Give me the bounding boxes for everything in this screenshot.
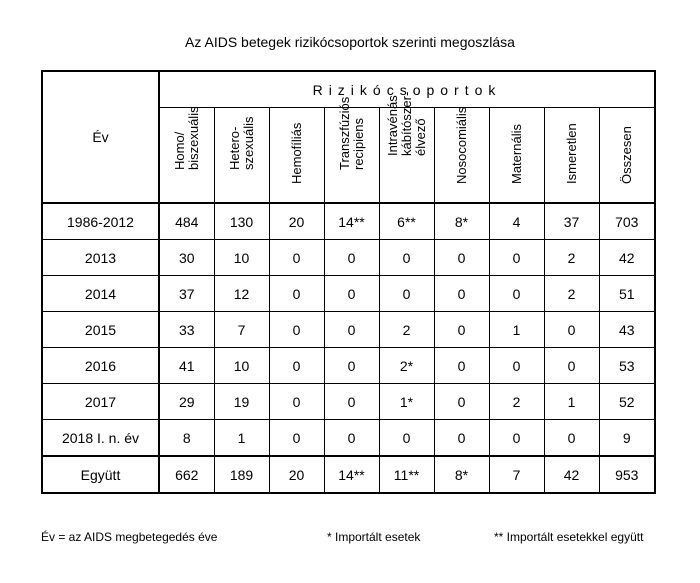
value-cell: 0 xyxy=(434,276,489,312)
value-cell: 2 xyxy=(489,384,544,420)
value-cell: 1 xyxy=(489,312,544,348)
table-row xyxy=(42,203,655,240)
column-header xyxy=(269,108,324,204)
value-cell: 14** xyxy=(324,203,379,240)
value-cell: 20 xyxy=(269,456,324,493)
table-row xyxy=(42,420,655,457)
value-cell: 1 xyxy=(544,384,599,420)
column-header-label: Hemofíliás xyxy=(288,122,304,184)
value-cell: 11** xyxy=(379,456,434,493)
column-header-label: Transzfúziós recipiens xyxy=(336,96,366,170)
total-label: Együtt xyxy=(42,456,159,493)
value-cell: 8* xyxy=(434,203,489,240)
value-cell: 0 xyxy=(324,240,379,276)
value-cell: 19 xyxy=(214,384,269,420)
footnote-imported: * Importált esetek xyxy=(327,530,421,544)
total-row xyxy=(42,456,655,493)
value-cell: 41 xyxy=(159,348,214,384)
column-header xyxy=(324,96,379,204)
column-header-label: Ismeretlen xyxy=(563,123,579,184)
value-cell: 43 xyxy=(599,312,655,348)
value-cell: 33 xyxy=(159,312,214,348)
value-cell: 2 xyxy=(544,276,599,312)
value-cell: 7 xyxy=(489,456,544,493)
value-cell: 0 xyxy=(489,348,544,384)
value-cell: 0 xyxy=(544,348,599,384)
year-cell: 2014 xyxy=(42,276,159,312)
value-cell: 52 xyxy=(599,384,655,420)
value-cell: 53 xyxy=(599,348,655,384)
value-cell: 0 xyxy=(324,276,379,312)
table-row xyxy=(42,312,655,348)
year-cell: 2016 xyxy=(42,348,159,384)
value-cell: 14** xyxy=(324,456,379,493)
value-cell: 2 xyxy=(544,240,599,276)
value-cell: 30 xyxy=(159,240,214,276)
value-cell: 0 xyxy=(269,312,324,348)
value-cell: 0 xyxy=(489,240,544,276)
value-cell: 0 xyxy=(489,276,544,312)
value-cell: 0 xyxy=(269,348,324,384)
table-row xyxy=(42,384,655,420)
column-header-label: Nosocomiális xyxy=(453,106,469,184)
value-cell: 0 xyxy=(379,240,434,276)
value-cell: 0 xyxy=(269,240,324,276)
value-cell: 10 xyxy=(214,348,269,384)
year-cell: 2017 xyxy=(42,384,159,420)
value-cell: 130 xyxy=(214,203,269,240)
value-cell: 2* xyxy=(379,348,434,384)
column-header-label: Maternális xyxy=(508,124,524,184)
value-cell: 20 xyxy=(269,203,324,240)
value-cell: 0 xyxy=(434,384,489,420)
value-cell: 1* xyxy=(379,384,434,420)
column-header-label: Hetero- szexuális xyxy=(226,116,256,170)
value-cell: 0 xyxy=(434,420,489,457)
table-body xyxy=(42,203,655,493)
value-cell: 4 xyxy=(489,203,544,240)
value-cell: 42 xyxy=(544,456,599,493)
value-cell: 7 xyxy=(214,312,269,348)
column-header xyxy=(214,108,269,204)
column-header xyxy=(489,108,544,204)
footnote-year: Év = az AIDS megbetegedés éve xyxy=(41,530,218,544)
year-cell: 2015 xyxy=(42,312,159,348)
value-cell: 0 xyxy=(489,420,544,457)
value-cell: 8 xyxy=(159,420,214,457)
column-header xyxy=(434,108,489,204)
value-cell: 0 xyxy=(324,312,379,348)
value-cell: 0 xyxy=(434,348,489,384)
value-cell: 12 xyxy=(214,276,269,312)
year-cell: 2013 xyxy=(42,240,159,276)
value-cell: 0 xyxy=(324,384,379,420)
table-title: Az AIDS betegek rizikócsoportok szerinti megoszlása xyxy=(185,34,515,50)
value-cell: 37 xyxy=(159,276,214,312)
column-header xyxy=(544,108,599,204)
value-cell: 51 xyxy=(599,276,655,312)
value-cell: 0 xyxy=(379,276,434,312)
column-header-label: Homo/ biszexuális xyxy=(171,106,201,170)
value-cell: 1 xyxy=(214,420,269,457)
table-row xyxy=(42,348,655,384)
year-header: Év xyxy=(42,71,159,203)
footnote-imported-included: ** Importált esetekkel együtt xyxy=(494,530,644,544)
column-header xyxy=(159,108,214,204)
column-header xyxy=(379,91,434,204)
data-table xyxy=(41,70,656,494)
value-cell: 8* xyxy=(434,456,489,493)
value-cell: 0 xyxy=(544,420,599,457)
risk-group-header: Rizikócsoportok xyxy=(159,71,655,108)
value-cell: 6** xyxy=(379,203,434,240)
value-cell: 0 xyxy=(269,420,324,457)
value-cell: 0 xyxy=(269,384,324,420)
value-cell: 42 xyxy=(599,240,655,276)
value-cell: 189 xyxy=(214,456,269,493)
value-cell: 0 xyxy=(324,348,379,384)
value-cell: 29 xyxy=(159,384,214,420)
value-cell: 10 xyxy=(214,240,269,276)
value-cell: 0 xyxy=(544,312,599,348)
table-row xyxy=(42,276,655,312)
column-header-label: Intravénás kábítószer- élvező xyxy=(384,91,428,156)
table-row xyxy=(42,240,655,276)
value-cell: 0 xyxy=(434,240,489,276)
value-cell: 2 xyxy=(379,312,434,348)
column-header xyxy=(599,108,655,204)
value-cell: 703 xyxy=(599,203,655,240)
value-cell: 953 xyxy=(599,456,655,493)
value-cell: 0 xyxy=(379,420,434,457)
value-cell: 0 xyxy=(269,276,324,312)
value-cell: 484 xyxy=(159,203,214,240)
year-cell: 2018 I. n. év xyxy=(42,420,159,457)
value-cell: 9 xyxy=(599,420,655,457)
value-cell: 37 xyxy=(544,203,599,240)
year-cell: 1986-2012 xyxy=(42,203,159,240)
value-cell: 0 xyxy=(434,312,489,348)
value-cell: 662 xyxy=(159,456,214,493)
value-cell: 0 xyxy=(324,420,379,457)
column-header-label: Összesen xyxy=(618,126,634,184)
